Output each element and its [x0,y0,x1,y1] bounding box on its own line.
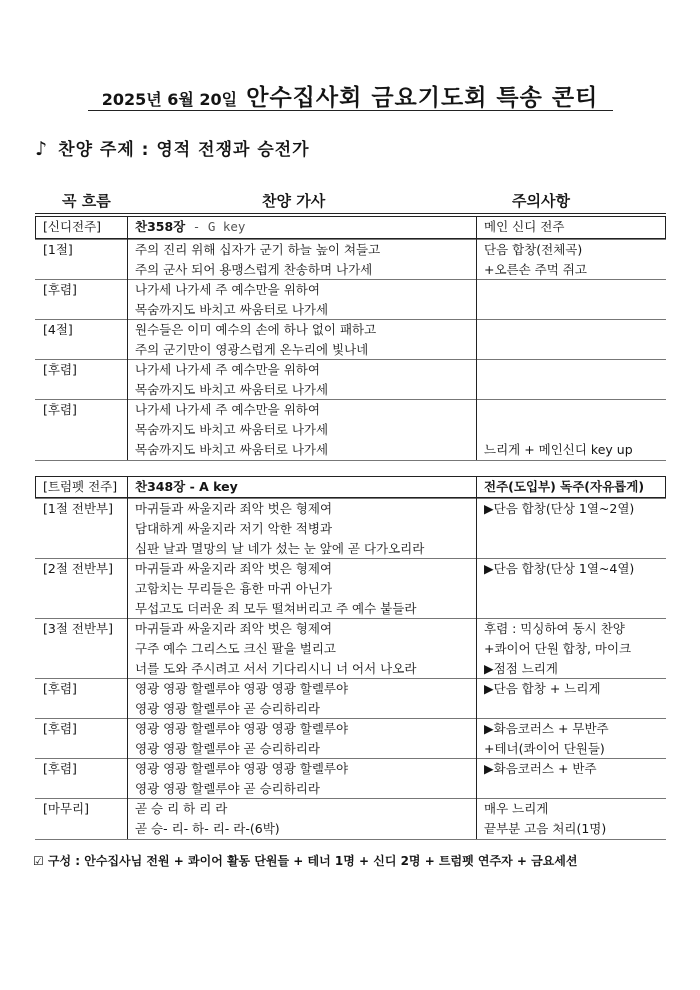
song2-lyric-line: 곧 승- 리- 하- 리- 라-(6박) [135,821,280,836]
song2-lyric-line: 무섭고도 더러운 죄 모두 떨쳐버리고 주 예수 붙들라 [135,601,417,616]
song2-lyric-line: 마귀들과 싸울지라 죄악 벗은 형제여 [135,561,333,576]
song1-note: +오른손 주먹 쥐고 [484,262,587,277]
song1-section-label: [4절] [43,322,73,337]
theme-line [35,135,310,160]
song1-lyric-line: 나가세 나가세 주 예수만을 위하여 [135,402,320,417]
song2-intro-label: [트럼펫 전주] [43,479,118,494]
theme-text: 찬양 주제 : 영적 전쟁과 승전가 [58,140,310,160]
song2-note: 후렴 : 믹싱하여 동시 찬양 [484,621,625,636]
song2-lyric-line: 구주 예수 그리스도 크신 팔을 벌리고 [135,641,336,656]
song2-note: +콰이어 단원 합창, 마이크 [484,641,632,656]
song1-lyric-line: 나가세 나가세 주 예수만을 위하여 [135,282,320,297]
song2-lyric-line: 너를 도와 주시려고 서서 기다리시니 너 어서 나오라 [135,661,417,676]
song2-note: 끝부분 고음 처리(1명) [484,821,607,836]
title-underline [88,110,613,111]
song1-column-divider [127,239,128,460]
song1-lyric-line: 주의 군사 되어 용맹스럽게 찬송하며 나가세 [135,262,373,277]
song2-note: +테너(콰이어 단원들) [484,741,605,756]
song2-section-label: [마무리] [43,801,89,816]
song1-column-divider [476,239,477,460]
song2-intro-note: 전주(도입부) 독주(자유롭게) [484,479,645,494]
song1-lyric-line: 목숨까지도 바치고 싸움터로 나가세 [135,302,329,317]
song2-column-divider [476,498,477,839]
song2-section-label: [후렴] [43,761,77,776]
song2-note: ▶점점 느리게 [484,661,558,676]
song1-lyric-line: 목숨까지도 바치고 싸움터로 나가세 [135,422,329,437]
song2-note: ▶화음코러스 + 무반주 [484,721,609,736]
title-main: 안수집사회 금요기도회 특송 콘티 [246,85,599,111]
song1-hymn-title: 찬358장 - G key [135,219,246,234]
title-date: 2025년 6월 20일 [101,90,238,109]
footer-composition: ☑ 구성 : 안수집사님 전원 + 콰이어 활동 단원들 + 테너 1명 + 신디 2명 + 트럼펫 연주자 + 금요세션 [33,854,578,868]
song2-note: ▶단음 합창 + 느리게 [484,681,601,696]
song1-note: 단음 합창(전체곡) [484,242,583,257]
song1-bottom-divider [35,460,666,461]
song1-intro-label: [신디전주] [43,219,102,234]
song2-lyric-line: 영광 영광 할렐루야 곧 승리하리라 [135,781,320,796]
song1-section-label: [후렴] [43,282,77,297]
song1-note: 느리게 + 메인신디 key up [484,442,633,457]
song1-lyric-line: 원수들은 이미 예수의 손에 하나 없이 패하고 [135,322,377,337]
song2-note: 매우 느리게 [484,801,549,816]
song2-column-divider [127,498,128,839]
header-divider [35,213,666,214]
song2-lyric-line: 영광 영광 할렐루야 곧 승리하리라 [135,741,320,756]
song2-lyric-line: 곧 승 리 하 리 라 [135,801,228,816]
song1-section-label: [후렴] [43,362,77,377]
song2-bottom-divider [35,839,666,840]
song1-lyric-line: 주의 진리 위해 십자가 군기 하늘 높이 쳐들고 [135,242,381,257]
song1-section-label: [후렴] [43,402,77,417]
song1-row-divider [35,279,666,280]
music-note-icon: ♪ [35,138,49,160]
song1-lyric-line: 목숨까지도 바치고 싸움터로 나가세 [135,382,329,397]
song2-lyric-line: 마귀들과 싸울지라 죄악 벗은 형제여 [135,501,333,516]
song2-lyric-line: 마귀들과 싸울지라 죄악 벗은 형제여 [135,621,333,636]
song2-lyric-line: 영광 영광 할렐루야 곧 승리하리라 [135,701,320,716]
song2-note: ▶단음 합창(단상 1열~4열) [484,561,635,576]
column-header-flow: 곡 흐름 [62,192,111,210]
song2-section-label: [1절 전반부] [43,501,113,516]
song2-lyric-line: 담대하게 싸울지라 저기 악한 적병과 [135,521,333,536]
song2-section-label: [후렴] [43,721,77,736]
song2-row-divider [35,798,666,799]
song2-lyric-line: 영광 영광 할렐루야 영광 영광 할렐루야 [135,721,349,736]
song1-intro-note: 메인 신디 전주 [484,219,565,234]
song2-section-label: [후렴] [43,681,77,696]
column-header-notes: 주의사항 [512,192,570,210]
song1-row-divider [35,359,666,360]
song2-section-label: [3절 전반부] [43,621,113,636]
song1-intro-box [35,216,666,239]
song2-lyric-line: 영광 영광 할렐루야 영광 영광 할렐루야 [135,761,349,776]
song1-lyric-line: 나가세 나가세 주 예수만을 위하여 [135,362,320,377]
song2-note: ▶단음 합창(단상 1열~2열) [484,501,635,516]
page-title [0,79,700,112]
song2-lyric-line: 고함치는 무리들은 흉한 마귀 아닌가 [135,581,333,596]
song2-hymn-title: 찬348장 - A key [135,479,238,494]
song1-lyric-line: 목숨까지도 바치고 싸움터로 나가세 [135,442,329,457]
song1-section-label: [1절] [43,242,73,257]
song1-row-divider [35,399,666,400]
song2-note: ▶화음코러스 + 반주 [484,761,597,776]
song2-lyric-line: 심판 날과 멸망의 날 네가 섰는 눈 앞에 곧 다가오리라 [135,541,425,556]
song2-section-label: [2절 전반부] [43,561,113,576]
song2-lyric-line: 영광 영광 할렐루야 영광 영광 할렐루야 [135,681,349,696]
column-header-lyrics: 찬양 가사 [262,192,326,210]
song1-lyric-line: 주의 군기만이 영광스럽게 온누리에 빛나네 [135,342,369,357]
